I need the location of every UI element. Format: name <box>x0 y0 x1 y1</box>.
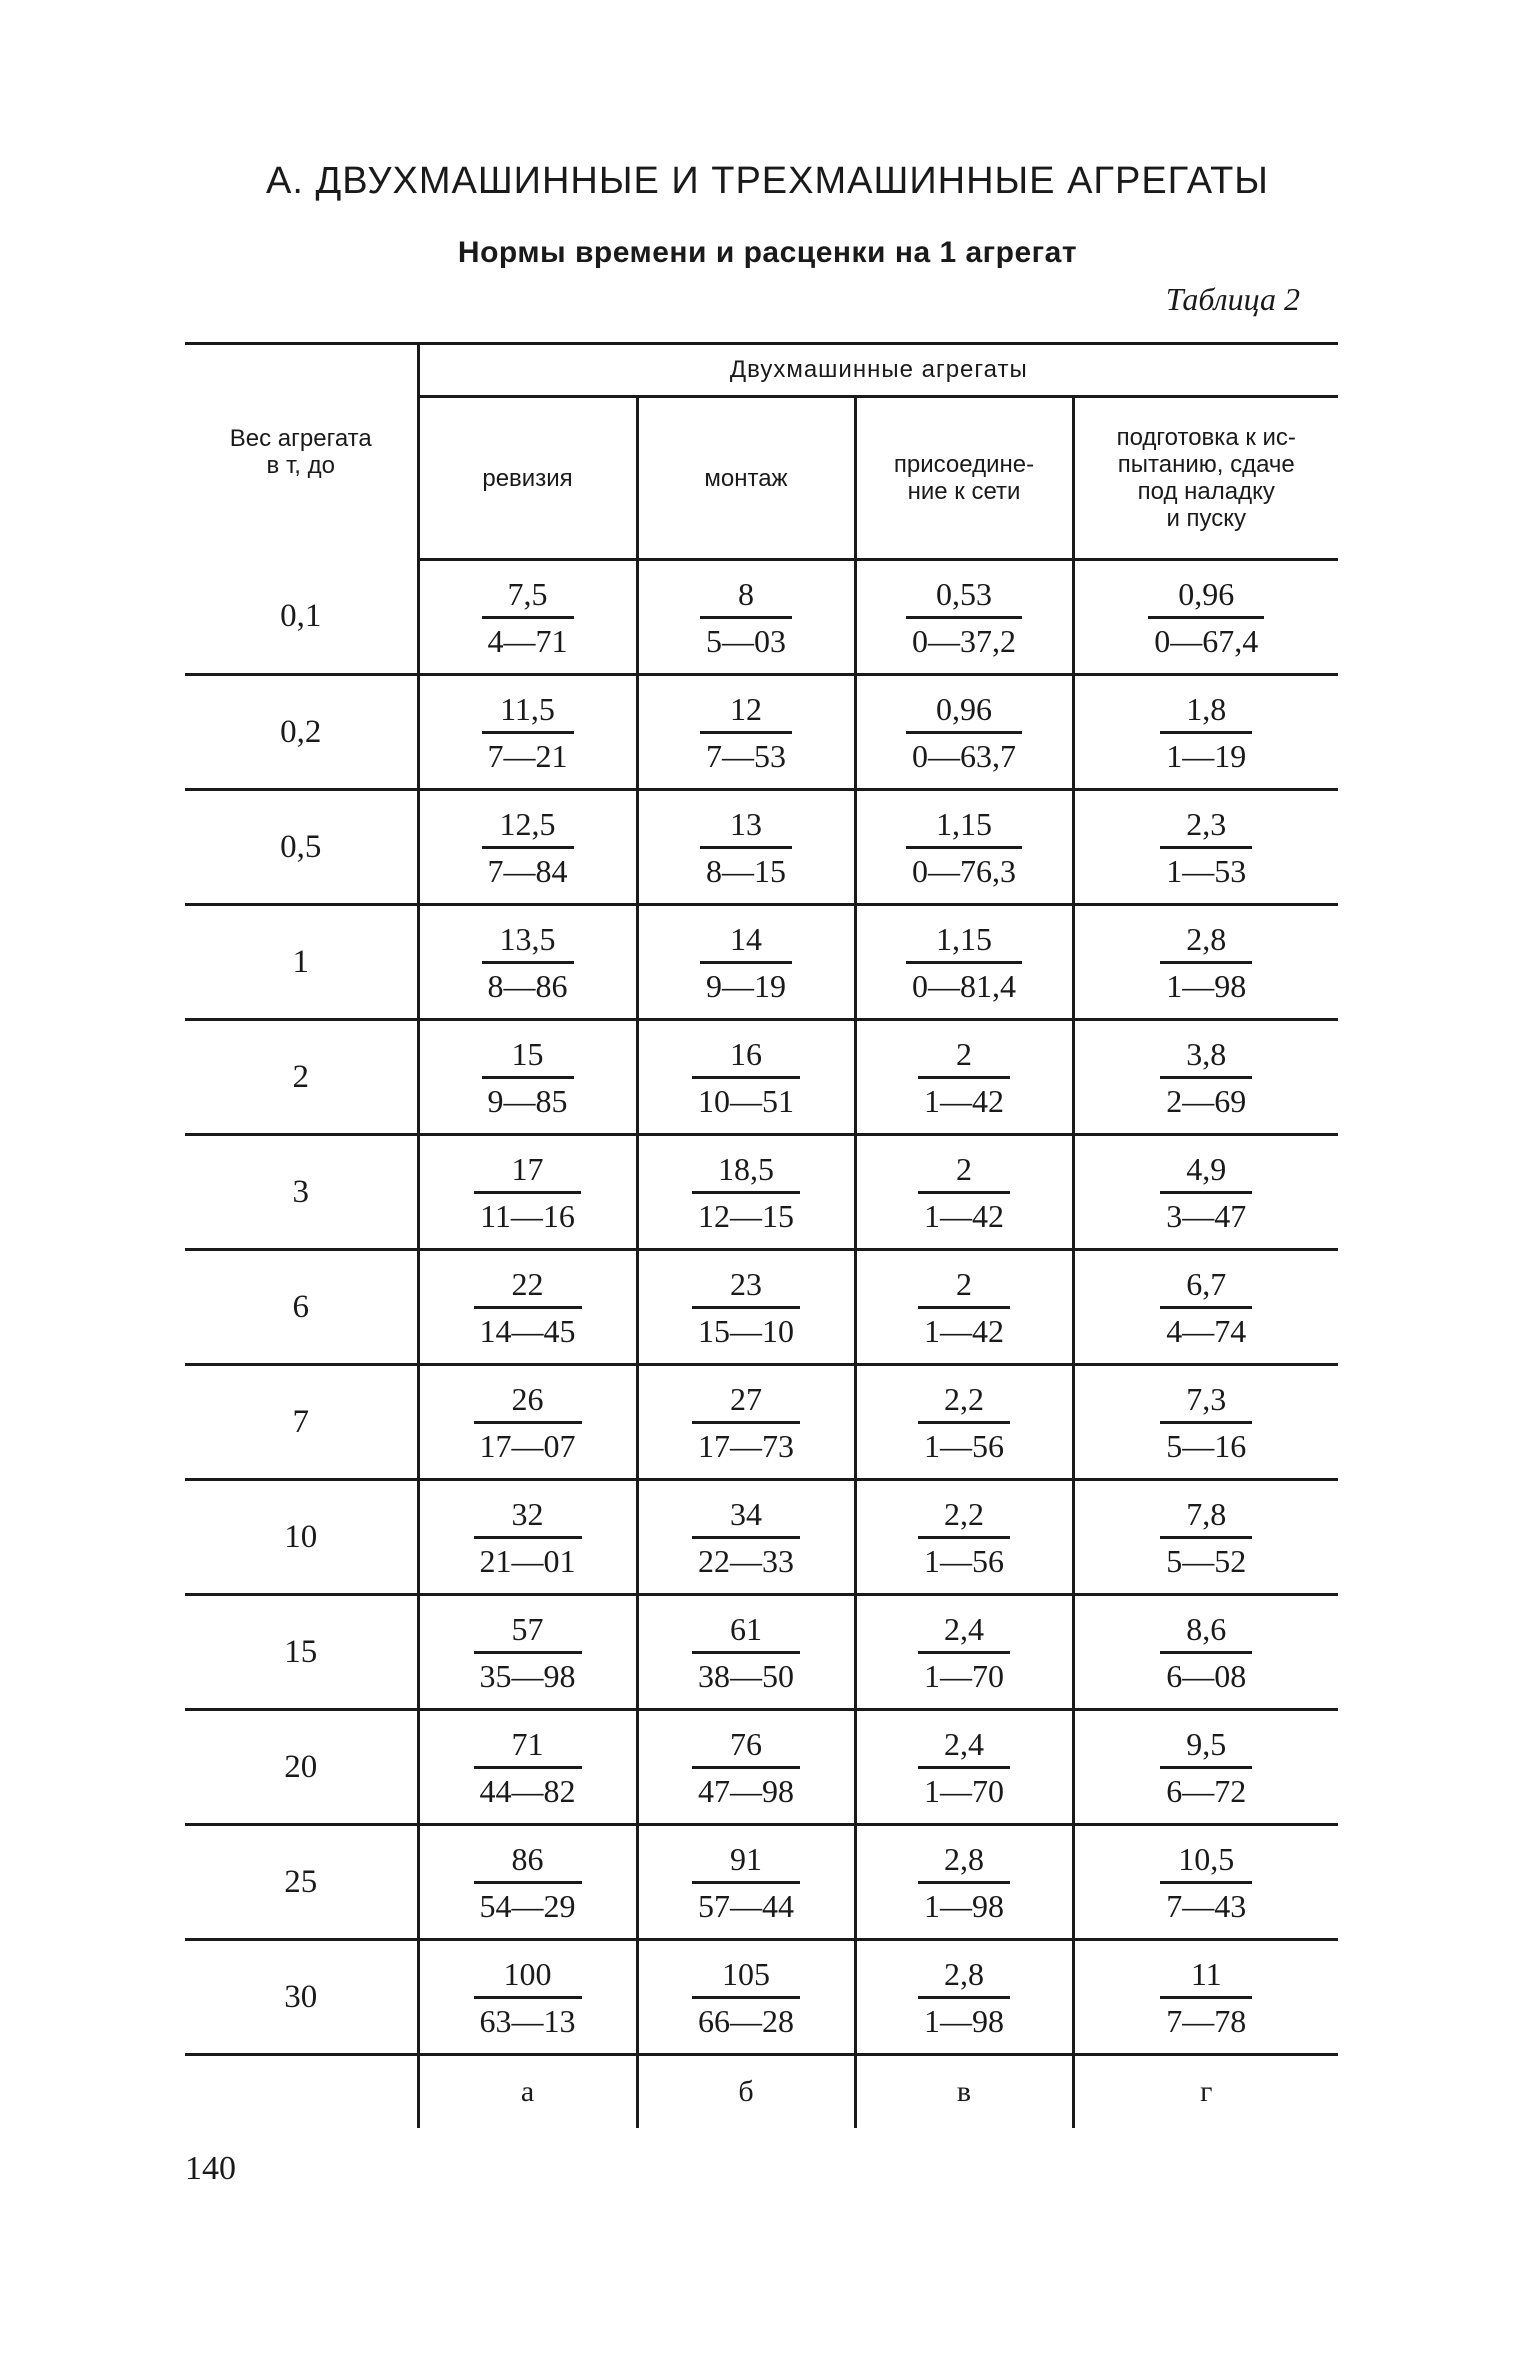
rate-price: 3—47 <box>1166 1197 1247 1234</box>
norm-cell <box>1073 1365 1338 1480</box>
table-row <box>185 1480 1338 1595</box>
rate-price: 1—98 <box>924 1887 1004 1924</box>
norm-cell <box>855 1480 1073 1595</box>
norm-cell <box>637 790 855 905</box>
table-row <box>185 790 1338 905</box>
time-norm: 2,2 <box>918 1494 1010 1539</box>
norm-fraction <box>1160 1494 1252 1581</box>
weight-cell: 10 <box>185 1480 418 1595</box>
rate-price: 5—16 <box>1166 1427 1247 1464</box>
column-letter: г <box>1200 2075 1213 2108</box>
time-norm: 71 <box>474 1724 582 1769</box>
norm-fraction <box>482 1034 574 1121</box>
rate-price: 4—71 <box>487 622 568 659</box>
rate-price: 1—56 <box>924 1542 1004 1579</box>
rate-price: 7—84 <box>487 852 568 889</box>
table-row <box>185 1135 1338 1250</box>
norm-fraction <box>482 689 574 776</box>
time-norm: 2 <box>918 1034 1010 1079</box>
norm-fraction <box>918 1149 1010 1236</box>
norm-fraction <box>474 1609 582 1696</box>
norm-fraction <box>474 1494 582 1581</box>
rate-price: 14—45 <box>479 1312 576 1349</box>
norm-cell <box>418 1480 637 1595</box>
time-norm: 0,96 <box>906 689 1022 734</box>
norm-cell <box>1073 560 1338 675</box>
norm-fraction <box>918 1724 1010 1811</box>
norm-fraction <box>1160 1379 1252 1466</box>
time-norm: 9,5 <box>1160 1724 1252 1769</box>
time-norm: 18,5 <box>692 1149 800 1194</box>
norm-fraction <box>700 574 792 661</box>
time-norm: 91 <box>692 1839 800 1884</box>
rate-price: 1—53 <box>1166 852 1247 889</box>
weight-cell: 20 <box>185 1710 418 1825</box>
time-norm: 2,4 <box>918 1724 1010 1769</box>
norm-fraction <box>1160 1609 1252 1696</box>
norm-cell <box>1073 1825 1338 1940</box>
time-norm: 34 <box>692 1494 800 1539</box>
rate-price: 1—98 <box>1166 967 1247 1004</box>
norm-fraction <box>692 1954 800 2041</box>
time-norm: 7,5 <box>482 574 574 619</box>
time-norm: 11,5 <box>482 689 574 734</box>
time-norm: 1,15 <box>906 919 1022 964</box>
time-norm: 12 <box>700 689 792 734</box>
page-heading: А. ДВУХМАШИННЫЕ И ТРЕХМАШИННЫЕ АГРЕГАТЫ <box>266 160 1269 202</box>
weight-cell: 30 <box>185 1940 418 2055</box>
time-norm: 86 <box>474 1839 582 1884</box>
rate-price: 57—44 <box>698 1887 794 1924</box>
time-norm: 14 <box>700 919 792 964</box>
norm-cell <box>855 1595 1073 1710</box>
rate-price: 38—50 <box>698 1657 794 1694</box>
norm-cell <box>418 1940 637 2055</box>
norm-cell <box>1073 1710 1338 1825</box>
norm-cell <box>855 1710 1073 1825</box>
time-norm: 4,9 <box>1160 1149 1252 1194</box>
time-norm: 3,8 <box>1160 1034 1252 1079</box>
norm-fraction <box>692 1724 800 1811</box>
norm-cell <box>855 1135 1073 1250</box>
letter-cell-blank <box>185 2055 418 2129</box>
rate-price: 4—74 <box>1166 1312 1247 1349</box>
column-header-reviziya: ревизия <box>418 397 637 560</box>
rate-price: 1—70 <box>924 1657 1004 1694</box>
rate-price: 15—10 <box>698 1312 794 1349</box>
time-norm: 0,53 <box>906 574 1022 619</box>
rate-price: 17—07 <box>479 1427 576 1464</box>
norm-cell <box>637 675 855 790</box>
table-body <box>185 560 1338 2055</box>
table-footer <box>185 2055 1338 2129</box>
norm-fraction <box>1160 1954 1252 2041</box>
rate-price: 11—16 <box>480 1197 575 1234</box>
time-norm: 7,3 <box>1160 1379 1252 1424</box>
norm-fraction <box>692 1149 800 1236</box>
norm-cell <box>1073 1020 1338 1135</box>
rate-price: 2—69 <box>1166 1082 1247 1119</box>
column-letter: а <box>418 2055 637 2129</box>
rate-price: 1—56 <box>924 1427 1004 1464</box>
column-header-montazh: монтаж <box>637 397 855 560</box>
norm-cell <box>637 1480 855 1595</box>
rate-price: 8—86 <box>487 967 568 1004</box>
time-norm: 12,5 <box>482 804 574 849</box>
table-row <box>185 1595 1338 1710</box>
column-letter: в <box>855 2055 1073 2129</box>
norm-cell <box>418 560 637 675</box>
time-norm: 6,7 <box>1160 1264 1252 1309</box>
time-norm: 27 <box>692 1379 800 1424</box>
table-row <box>185 1940 1338 2055</box>
rate-price: 1—98 <box>924 2002 1004 2039</box>
norm-fraction <box>1160 804 1252 891</box>
norm-cell <box>637 1250 855 1365</box>
norm-fraction <box>474 1264 582 1351</box>
norm-fraction <box>1148 574 1264 661</box>
time-norm: 26 <box>474 1379 582 1424</box>
norm-cell <box>418 675 637 790</box>
table-header <box>185 344 1338 560</box>
norm-cell <box>418 790 637 905</box>
norm-fraction <box>474 1724 582 1811</box>
table-row <box>185 1250 1338 1365</box>
norm-fraction <box>1160 1839 1252 1926</box>
weight-cell: 0,1 <box>185 560 418 675</box>
norm-cell <box>1073 1595 1338 1710</box>
norms-table <box>185 342 1338 2128</box>
time-norm: 7,8 <box>1160 1494 1252 1539</box>
norm-cell <box>855 675 1073 790</box>
rate-price: 9—19 <box>706 967 786 1004</box>
norm-cell <box>855 1020 1073 1135</box>
norm-fraction <box>474 1149 581 1236</box>
norm-fraction <box>1160 1264 1252 1351</box>
rate-price: 10—51 <box>698 1082 794 1119</box>
norm-cell <box>418 1135 637 1250</box>
norm-fraction <box>692 1609 800 1696</box>
norm-fraction <box>1160 1724 1252 1811</box>
table-label: Таблица 2 <box>1165 281 1300 317</box>
time-norm: 13 <box>700 804 792 849</box>
podgotovka-line2: пытанию, сдаче <box>1117 451 1295 478</box>
norm-fraction <box>692 1494 800 1581</box>
weight-cell: 2 <box>185 1020 418 1135</box>
norm-cell <box>637 1020 855 1135</box>
column-letter: б <box>637 2055 855 2129</box>
norm-cell <box>418 1825 637 1940</box>
weight-cell: 6 <box>185 1250 418 1365</box>
norm-fraction <box>474 1839 582 1926</box>
norm-fraction <box>700 804 792 891</box>
norm-fraction <box>1160 1149 1252 1236</box>
norm-fraction <box>1160 689 1252 776</box>
rate-price: 21—01 <box>479 1542 576 1579</box>
norm-cell <box>855 1940 1073 2055</box>
time-norm: 1,15 <box>906 804 1022 849</box>
weight-cell: 1 <box>185 905 418 1020</box>
table-row <box>185 675 1338 790</box>
norm-cell <box>855 1825 1073 1940</box>
time-norm: 2 <box>918 1149 1010 1194</box>
norm-cell <box>637 1940 855 2055</box>
podgotovka-line1: подготовка к ис- <box>1116 424 1296 451</box>
column-letters-row <box>185 2055 1338 2129</box>
rate-price: 54—29 <box>479 1887 576 1924</box>
norm-cell <box>1073 790 1338 905</box>
norm-cell <box>1073 1135 1338 1250</box>
norm-fraction <box>918 1609 1010 1696</box>
norm-fraction <box>906 574 1022 661</box>
rate-price: 9—85 <box>487 1082 568 1119</box>
rate-price: 6—08 <box>1166 1657 1247 1694</box>
norm-fraction <box>906 919 1022 1006</box>
time-norm: 22 <box>474 1264 582 1309</box>
rate-price: 5—03 <box>706 622 786 659</box>
time-norm: 1,8 <box>1160 689 1252 734</box>
time-norm: 32 <box>474 1494 582 1539</box>
table-row <box>185 1020 1338 1135</box>
time-norm: 2 <box>918 1264 1010 1309</box>
rate-price: 17—73 <box>698 1427 794 1464</box>
norm-cell <box>418 1710 637 1825</box>
rate-price: 44—82 <box>479 1772 576 1809</box>
norm-fraction <box>474 1379 582 1466</box>
time-norm: 16 <box>692 1034 800 1079</box>
table-row <box>185 1710 1338 1825</box>
weight-cell: 0,2 <box>185 675 418 790</box>
rate-price: 5—52 <box>1166 1542 1247 1579</box>
norm-fraction <box>906 689 1022 776</box>
weight-cell: 0,5 <box>185 790 418 905</box>
norm-fraction <box>918 1954 1010 2041</box>
table-row <box>185 1825 1338 1940</box>
table-subheading: Нормы времени и расценки на 1 агрегат <box>457 236 1078 269</box>
weight-cell: 7 <box>185 1365 418 1480</box>
norm-cell <box>1073 1940 1338 2055</box>
norm-cell <box>418 1595 637 1710</box>
norm-cell <box>855 790 1073 905</box>
rate-price: 0—37,2 <box>912 622 1016 659</box>
time-norm: 0,96 <box>1148 574 1264 619</box>
norm-fraction <box>700 689 792 776</box>
time-norm: 11 <box>1160 1954 1252 1999</box>
column-header-podgotovka <box>1073 397 1338 560</box>
rate-price: 66—28 <box>698 2002 794 2039</box>
norm-fraction <box>692 1839 800 1926</box>
norm-cell <box>855 905 1073 1020</box>
rate-price: 0—76,3 <box>912 852 1016 889</box>
rate-price: 1—19 <box>1166 737 1247 774</box>
norm-cell <box>637 1595 855 1710</box>
norm-fraction <box>918 1494 1010 1581</box>
rate-price: 7—43 <box>1166 1887 1247 1924</box>
rate-price: 47—98 <box>698 1772 794 1809</box>
time-norm: 17 <box>474 1149 581 1194</box>
norm-fraction <box>692 1264 800 1351</box>
group-column-header: Двухмашинные агрегаты <box>418 344 1338 397</box>
rate-price: 1—70 <box>924 1772 1004 1809</box>
podgotovka-line3: под наладку <box>1137 478 1275 505</box>
time-norm: 8,6 <box>1160 1609 1252 1654</box>
time-norm: 57 <box>474 1609 582 1654</box>
table-row <box>185 905 1338 1020</box>
norm-cell <box>418 1250 637 1365</box>
norm-fraction <box>1160 919 1252 1006</box>
norm-cell <box>855 1250 1073 1365</box>
time-norm: 2,8 <box>918 1839 1010 1884</box>
norm-cell <box>1073 1480 1338 1595</box>
time-norm: 13,5 <box>482 919 574 964</box>
prisoedinenie-line2: ние к сети <box>907 478 1021 505</box>
time-norm: 2,4 <box>918 1609 1010 1654</box>
time-norm: 100 <box>474 1954 582 1999</box>
rate-price: 1—42 <box>924 1082 1004 1119</box>
weight-header-line1: Вес агрегата <box>229 425 372 453</box>
rate-price: 7—21 <box>487 737 568 774</box>
rate-price: 22—33 <box>698 1542 794 1579</box>
time-norm: 15 <box>482 1034 574 1079</box>
norm-fraction <box>1160 1034 1252 1121</box>
time-norm: 2,2 <box>918 1379 1010 1424</box>
time-norm: 8 <box>700 574 792 619</box>
time-norm: 23 <box>692 1264 800 1309</box>
norm-fraction <box>918 1379 1010 1466</box>
rate-price: 35—98 <box>479 1657 576 1694</box>
rate-price: 1—42 <box>924 1197 1004 1234</box>
time-norm: 2,3 <box>1160 804 1252 849</box>
weight-header-line2: в т, до <box>266 452 335 480</box>
norm-cell <box>637 1710 855 1825</box>
rate-price: 63—13 <box>479 2002 576 2039</box>
norm-cell <box>637 1365 855 1480</box>
weight-cell: 25 <box>185 1825 418 1940</box>
norm-cell <box>418 905 637 1020</box>
time-norm: 105 <box>692 1954 800 1999</box>
column-header-prisoedinenie <box>855 397 1073 560</box>
rate-price: 1—42 <box>924 1312 1004 1349</box>
rate-price: 6—72 <box>1166 1772 1247 1809</box>
norm-cell <box>418 1365 637 1480</box>
norm-fraction <box>918 1264 1010 1351</box>
norm-fraction <box>906 804 1022 891</box>
norm-cell <box>855 1365 1073 1480</box>
table-row <box>185 1365 1338 1480</box>
rate-price: 12—15 <box>698 1197 794 1234</box>
rate-price: 0—67,4 <box>1154 622 1259 659</box>
time-norm: 10,5 <box>1160 1839 1252 1884</box>
rate-price: 0—81,4 <box>912 967 1016 1004</box>
norm-cell <box>1073 905 1338 1020</box>
norm-fraction <box>482 574 574 661</box>
norm-cell <box>637 1825 855 1940</box>
table-row <box>185 560 1338 675</box>
norm-cell <box>1073 1250 1338 1365</box>
weight-cell: 15 <box>185 1595 418 1710</box>
page-number: 140 <box>185 2150 236 2187</box>
norm-cell <box>855 560 1073 675</box>
norm-fraction <box>482 919 574 1006</box>
weight-cell: 3 <box>185 1135 418 1250</box>
prisoedinenie-line1: присоедине- <box>893 451 1035 478</box>
rate-price: 7—53 <box>706 737 786 774</box>
podgotovka-line4: и пуску <box>1166 505 1247 532</box>
rate-price: 8—15 <box>706 852 786 889</box>
norm-cell <box>418 1020 637 1135</box>
norm-cell <box>1073 675 1338 790</box>
norm-fraction <box>474 1954 582 2041</box>
time-norm: 76 <box>692 1724 800 1769</box>
rate-price: 7—78 <box>1166 2002 1247 2039</box>
time-norm: 2,8 <box>1160 919 1252 964</box>
norm-cell <box>637 1135 855 1250</box>
norm-fraction <box>692 1034 800 1121</box>
time-norm: 2,8 <box>918 1954 1010 1999</box>
rate-price: 0—63,7 <box>912 737 1016 774</box>
weight-column-header <box>185 344 418 560</box>
norm-cell <box>637 560 855 675</box>
norm-fraction <box>700 919 792 1006</box>
norm-fraction <box>482 804 574 891</box>
time-norm: 61 <box>692 1609 800 1654</box>
header-row-group <box>185 344 1338 397</box>
norm-fraction <box>918 1034 1010 1121</box>
norm-fraction <box>918 1839 1010 1926</box>
norm-fraction <box>692 1379 800 1466</box>
norm-cell <box>637 905 855 1020</box>
